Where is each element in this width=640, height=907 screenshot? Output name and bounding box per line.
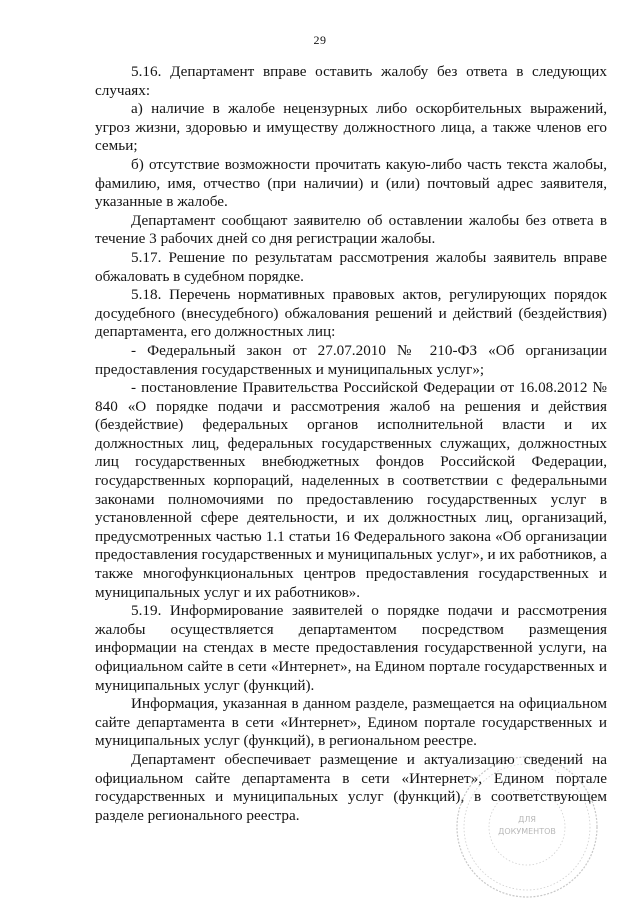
paragraph-5-17: 5.17. Решение по результатам рассмотрения жалобы заявитель вправе обжаловать в судебном порядке. xyxy=(95,248,607,285)
paragraph-5-19: 5.19. Информирование заявителей о порядке подачи и рассмотрения жалобы осуществляется департаментом посредством размещения информации на стендах в месте предоставления государственной услуги, на официальном сайте в сети «Интернет», на Едином портале государственных и муниципальных услуг (функций). xyxy=(95,602,607,694)
stamp-seal-icon xyxy=(452,752,602,902)
document-stamp xyxy=(452,752,602,902)
paragraph-information-placement: Информация, указанная в данном разделе, размещается на официальном сайте департамента в сети «Интернет», Едином портале государственных и муниципальных услуг (функций), в региональном реестре. xyxy=(95,695,607,750)
stamp-line-1: ДЛЯ xyxy=(518,815,536,824)
paragraph-notification: Департамент сообщают заявителю об оставлении жалобы без ответа в течение 3 рабочих дней со дня регистрации жалобы. xyxy=(95,211,607,248)
paragraph-5-16-b: б) отсутствие возможности прочитать какую-либо часть текста жалобы, фамилию, имя, отчество (при наличии) и (или) почтовый адрес заявителя, указанные в жалобе. xyxy=(95,155,607,211)
paragraph-5-16: 5.16. Департамент вправе оставить жалобу без ответа в следующих случаях: xyxy=(95,63,607,99)
document-body xyxy=(95,63,607,825)
paragraph-5-18: 5.18. Перечень нормативных правовых актов, регулирующих порядок досудебного (внесудебного) обжалования решений и действий (бездействия) департамента, его должностных лиц: xyxy=(95,286,607,341)
page-number: 29 xyxy=(313,33,327,47)
paragraph-5-16-a: а) наличие в жалобе нецензурных либо оскорбительных выражений, угроз жизни, здоровью и имуществу должностного лица, а также членов его семьи; xyxy=(95,100,607,155)
stamp-line-2: ДОКУМЕНТОВ xyxy=(498,827,556,836)
list-item-federal-law: - Федеральный закон от 27.07.2010 № 210-ФЗ «Об организации предоставления государственных и муниципальных услуг»; xyxy=(95,341,607,378)
paragraph-department-ensures: Департамент обеспечивает размещение и актуализацию сведений на официальном сайте департамента в сети «Интернет», Едином портале государственных и муниципальных услуг (функций), в соответствующем разделе регионального реестра. xyxy=(95,750,607,824)
list-item-government-resolution: - постановление Правительства Российской Федерации от 16.08.2012 № 840 «О порядке подачи и рассмотрения жалоб на решения и действия (бездействие) федеральных органов исполнительной власти и их должностных лиц, федеральных государственных служащих, должностных лиц государственных внебюджетных фондов Российской Федерации, государственных корпораций, наделенных в соответствии с федеральными законами полномочиями по предоставлению государственных услуг в установленной сфере деятельности, и их должностных лиц, организаций, предусмотренных частью 1.1 статьи 16 Федерального закона «Об организации предоставления государственных и муниципальных услуг», и их работников, а также многофункциональных центров предоставления государственных и муниципальных услуг и их работников». xyxy=(95,379,607,601)
